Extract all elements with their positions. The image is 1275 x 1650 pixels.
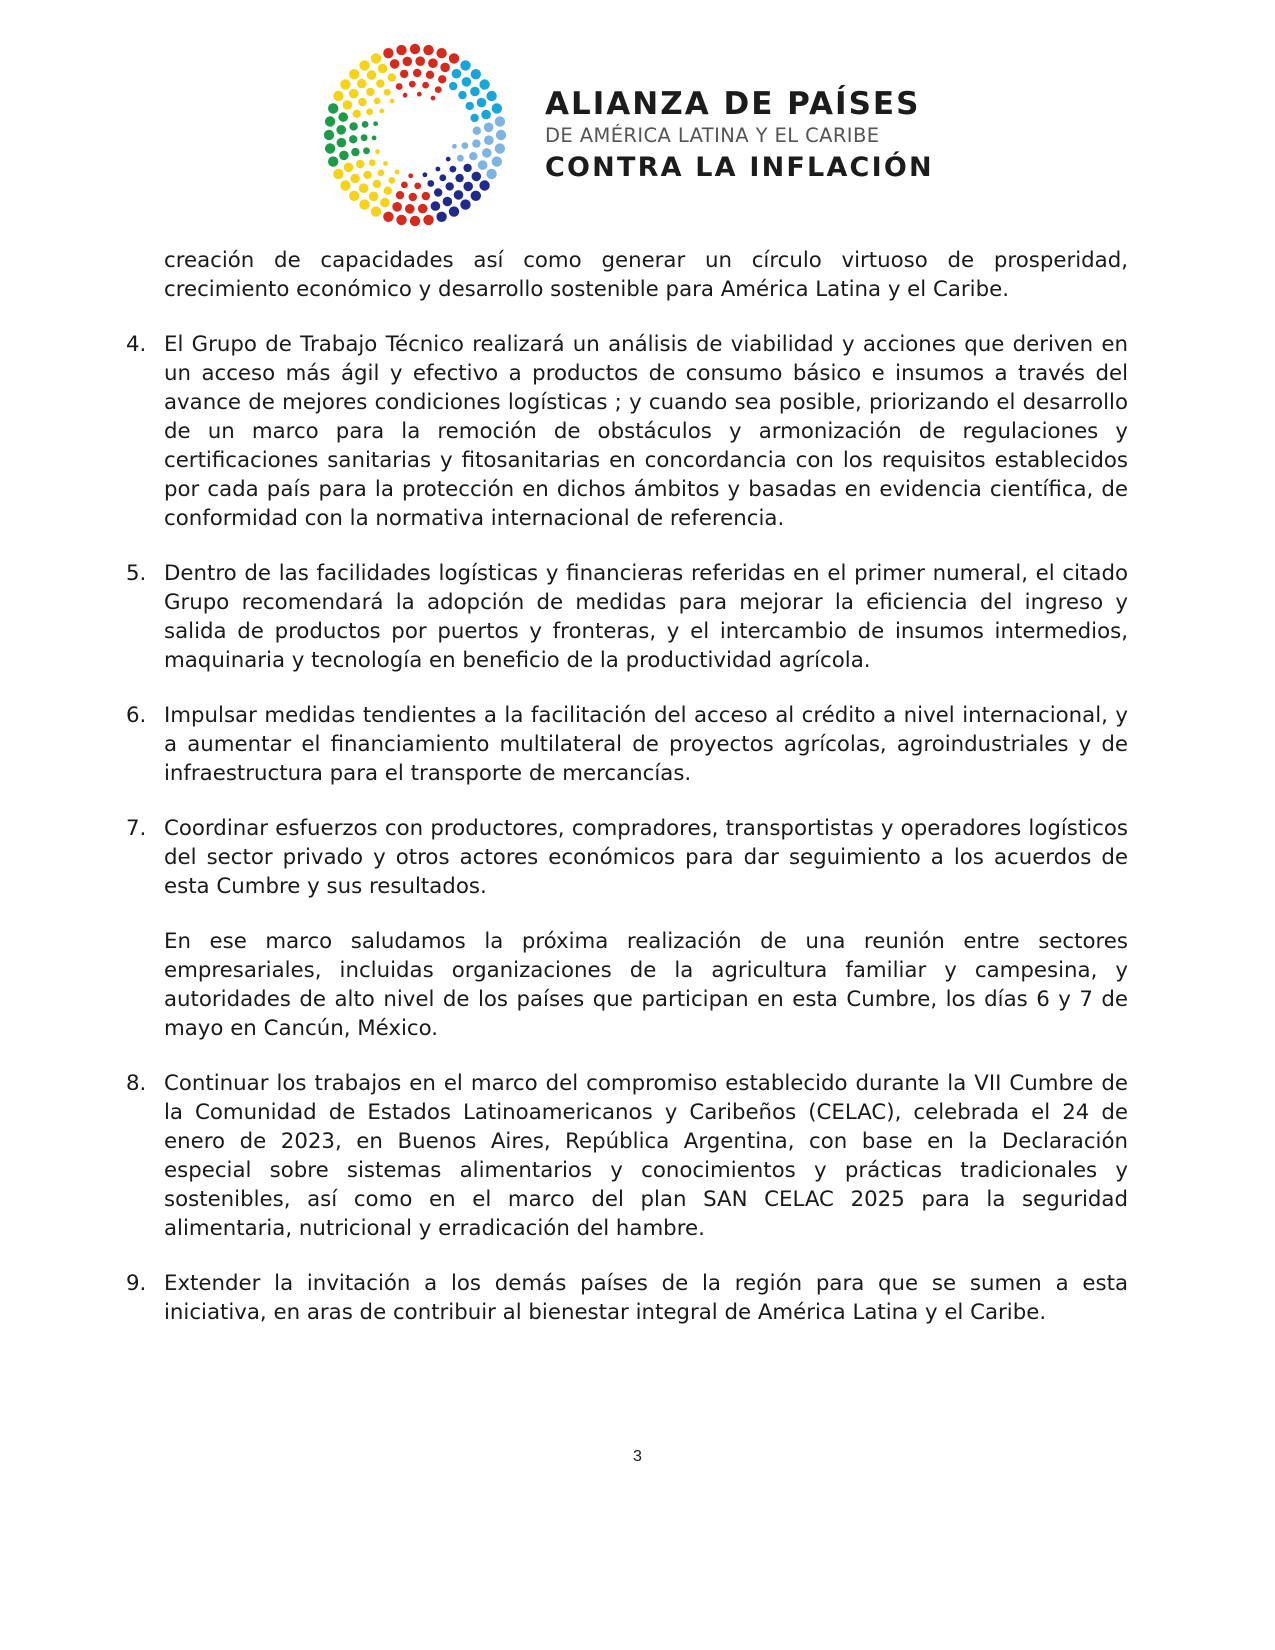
- logo-dot: [414, 183, 421, 190]
- item-number: 7.: [126, 816, 147, 841]
- logo-dot: [376, 79, 384, 87]
- logo-dot: [401, 182, 408, 189]
- logo-dot: [383, 48, 393, 58]
- item-7-extra-paragraph: En ese marco saludamos la próxima realización de una reunión entre sectores empresariales, incluidas organizaciones de la agricultura familiar y campesina, y autoridades de alto nivel de los países que participan en esta Cumbre, los días 6 y 7 de mayo en Cancún, México.: [164, 929, 1128, 1041]
- logo-dot: [408, 173, 413, 178]
- logo-dot: [357, 79, 367, 89]
- numbered-item-9: [118, 1269, 1128, 1327]
- logo-dot: [409, 81, 416, 88]
- logo-dot: [325, 116, 335, 126]
- logo-dot: [378, 64, 388, 74]
- logo-dot: [469, 152, 477, 160]
- logo-dot: [462, 77, 472, 87]
- logo-dot: [392, 202, 402, 212]
- logo-dot: [333, 169, 343, 179]
- logo-dot: [417, 92, 422, 97]
- logo-dot: [423, 45, 433, 55]
- logo-dot: [466, 102, 474, 110]
- logo-dot: [477, 98, 487, 108]
- logo-dot: [496, 130, 506, 140]
- logo-dot: [388, 73, 396, 81]
- item-text: El Grupo de Trabajo Técnico realizará un análisis de viabilidad y acciones que deriven en un acceso más ágil y efectivo a productos de consumo básico e insumos a través del avance de mejores condiciones logísticas ; y cuando sea posible, priorizando el desarrollo de un marco para la remoción de obstáculos y armonización de regulaciones y certificaciones sanitarias y fitosanitarias en concordancia con los requisitos establecidos por cada país para la protección en dichos ámbitos y basadas en evidencia científica, de conformidad con la normativa internacional de referencia.: [164, 332, 1128, 531]
- logo-dot: [495, 116, 505, 126]
- logo-dot: [388, 177, 395, 184]
- logo-dot: [472, 172, 482, 182]
- item-number: 9.: [126, 1271, 147, 1296]
- logo-dot: [396, 83, 403, 90]
- logo-dot: [484, 135, 494, 145]
- logo-dot: [373, 180, 381, 188]
- logo-dot: [369, 192, 379, 202]
- logo-dot: [349, 122, 357, 130]
- logo-dot: [356, 160, 364, 168]
- logo-dot: [431, 201, 441, 211]
- logo-dot: [486, 91, 496, 101]
- continuation-paragraph: creación de capacidades así como generar un círculo virtuoso de prosperidad, crecimiento económico y desarrollo sostenible para América Latina y el Caribe.: [164, 248, 1128, 302]
- page-number: 3: [633, 1448, 642, 1465]
- logo-dot: [471, 191, 481, 201]
- logo-dot: [366, 88, 374, 96]
- logo-dot: [454, 190, 464, 200]
- item-text: Impulsar medidas tendientes a la facilitación del acceso al crédito a nivel internacional, y a aumentar el financiamiento multilateral de proyectos agrícolas, agroindustriales y de infraestructura para el transporte de mercancías.: [164, 703, 1128, 786]
- logo-dot: [349, 69, 359, 79]
- logo-dot: [478, 160, 488, 170]
- logo-dot: [434, 188, 442, 196]
- logo-dot: [428, 58, 438, 68]
- logo-dot: [479, 180, 489, 190]
- logo-dot: [339, 151, 349, 161]
- numbered-item-5: [118, 559, 1128, 675]
- logo-dot: [343, 100, 353, 110]
- logo-dot: [436, 48, 446, 58]
- logo-dot: [403, 57, 413, 67]
- logo-dot: [462, 142, 469, 149]
- item-text: Continuar los trabajos en el marco del compromiso establecido durante la VII Cumbre de la Comunidad de Estados Latinoamericanos y Caribeños (CELAC), celebrada el 24 de enero de 2023, en Buenos Aires, República Argentina, con base en la Declaración especial sobre sistemas alimentarios y conocimientos y prácticas tradicionales y sostenibles, así como en el marco del plan SAN CELAC 2025 para la seguridad alimentaria, nutricional y erradicación del hambre.: [164, 1071, 1128, 1241]
- logo-dot: [463, 164, 471, 172]
- logo-dot: [333, 91, 343, 101]
- logo-dot: [484, 123, 494, 133]
- numbered-item-8: [118, 1069, 1128, 1243]
- logo-dot: [367, 70, 377, 80]
- logo-dot: [371, 206, 381, 216]
- item-text: Dentro de las facilidades logísticas y financieras referidas en el primer numeral, el citado Grupo recomendará la adopción de medidas para mejorar la eficiencia del ingreso y salida de productos por puertos y fronteras, y el intercambio de insumos intermedios, maquinaria y tecnología en beneficio de la productividad agrícola.: [164, 561, 1128, 673]
- logo-dot: [443, 197, 453, 207]
- logo-dot: [481, 110, 491, 120]
- logo-dot: [422, 192, 430, 200]
- logo-dot: [396, 45, 406, 55]
- logo-dot: [438, 75, 446, 83]
- logo-dot: [473, 127, 481, 135]
- logo-title-line-1: ALIANZA DE PAÍSES: [545, 86, 921, 122]
- logo-dot: [349, 135, 357, 143]
- logo-dot: [492, 156, 502, 166]
- logo-dot: [344, 163, 354, 173]
- logo-dot: [423, 172, 428, 177]
- logo-dot: [349, 191, 359, 201]
- logo-dot: [479, 79, 489, 89]
- logo-dot: [418, 204, 428, 214]
- logo-dot: [403, 93, 408, 98]
- logo-dot: [325, 143, 335, 153]
- logo-dot: [390, 59, 400, 69]
- logo-dot: [449, 206, 459, 216]
- logo-dot: [390, 99, 395, 104]
- logo-dot: [452, 144, 457, 149]
- logo-title-line-2: DE AMÉRICA LATINA Y EL CARIBE: [545, 124, 880, 147]
- logo-dot: [449, 53, 459, 63]
- logo-dot: [405, 204, 415, 214]
- logo-dot: [358, 98, 366, 106]
- logo-dot: [436, 167, 441, 172]
- logo-dot: [446, 157, 451, 162]
- logo-dot: [350, 174, 360, 184]
- item-number: 8.: [126, 1071, 147, 1096]
- logo-dot: [359, 183, 369, 193]
- logo-dot: [337, 138, 347, 148]
- logo-dot: [457, 155, 464, 162]
- logo-dot: [439, 174, 446, 181]
- logo-dot: [423, 215, 433, 225]
- item-number: 5.: [126, 561, 147, 586]
- page-header: [320, 40, 960, 230]
- logo-dot: [359, 199, 369, 209]
- logo-dot: [495, 143, 505, 153]
- logo-dot: [340, 79, 350, 89]
- logo-dot: [409, 193, 417, 201]
- logo-dot: [482, 148, 492, 158]
- logo-dot: [328, 103, 338, 113]
- logo-dot: [373, 121, 378, 126]
- logo-dot: [340, 180, 350, 190]
- logo-dot: [492, 103, 502, 113]
- logo-dot: [460, 199, 470, 209]
- logo-dot: [455, 174, 463, 182]
- logo-dot: [470, 114, 478, 122]
- logo-dot: [353, 110, 361, 118]
- logo-dot: [351, 148, 359, 156]
- logo-dot: [422, 82, 429, 89]
- logo-dot: [371, 53, 381, 63]
- colorful-dotted-circle-logo-icon: [320, 40, 510, 230]
- logo-dot: [426, 71, 434, 79]
- logo-dot: [338, 112, 348, 122]
- logo-dot: [324, 130, 334, 140]
- logo-dot: [396, 215, 406, 225]
- logo-dot: [486, 169, 496, 179]
- logo-dot: [435, 86, 442, 93]
- logo-dot: [446, 182, 454, 190]
- logo-dot: [471, 69, 481, 79]
- logo-dot: [436, 212, 446, 222]
- logo-dot: [460, 60, 470, 70]
- logo-dot: [349, 89, 359, 99]
- logo-dot: [375, 149, 380, 154]
- logo-dot: [395, 170, 400, 175]
- logo-dot: [362, 121, 369, 128]
- logo-dot: [458, 91, 466, 99]
- logo-dot: [363, 147, 370, 154]
- document-body: [118, 246, 1128, 1353]
- logo-dot: [431, 96, 436, 101]
- numbered-item-4: [118, 330, 1128, 533]
- logo-dot: [452, 69, 462, 79]
- numbered-item-7: [118, 814, 1128, 901]
- logo-dot: [383, 161, 388, 166]
- logo-title-line-3: CONTRA LA INFLACIÓN: [545, 152, 934, 183]
- logo-dot: [410, 216, 420, 226]
- logo-dot: [374, 98, 381, 105]
- logo-dot: [463, 182, 473, 192]
- logo-dot: [372, 136, 377, 141]
- logo-dot: [450, 166, 457, 173]
- logo-dot: [361, 134, 368, 141]
- logo-dot: [366, 108, 373, 115]
- logo-dot: [378, 170, 385, 177]
- logo-dot: [449, 82, 457, 90]
- logo-dot: [415, 56, 425, 66]
- logo-dot: [384, 187, 392, 195]
- item-number: 4.: [126, 332, 147, 357]
- logo-dot: [400, 70, 408, 78]
- logo-dot: [427, 180, 434, 187]
- logo-dot: [472, 139, 480, 147]
- item-text: Coordinar esfuerzos con productores, compradores, transportistas y operadores logísticos del sector privado y otros actores económicos para dar seguimiento a los acuerdos de esta Cumbre y sus resultados.: [164, 816, 1128, 899]
- logo-dot: [379, 109, 384, 114]
- logo-dot: [470, 87, 480, 97]
- logo-dot: [336, 125, 346, 135]
- logo-dot: [410, 44, 420, 54]
- logo-wordmark: [545, 86, 934, 186]
- logo-dot: [380, 198, 390, 208]
- logo-dot: [328, 156, 338, 166]
- item-text: Extender la invitación a los demás países de la región para que se sumen a esta iniciativa, en aras de contribuir al bienestar integral de América Latina y el Caribe.: [164, 1271, 1128, 1325]
- logo-dot: [383, 212, 393, 222]
- logo-dot: [369, 159, 376, 166]
- logo-dot: [396, 191, 404, 199]
- logo-dot: [413, 69, 421, 77]
- numbered-item-6: [118, 701, 1128, 788]
- logo-dot: [384, 89, 391, 96]
- logo-dot: [359, 60, 369, 70]
- item-number: 6.: [126, 703, 147, 728]
- logo-dot: [440, 63, 450, 73]
- logo-dot: [363, 171, 371, 179]
